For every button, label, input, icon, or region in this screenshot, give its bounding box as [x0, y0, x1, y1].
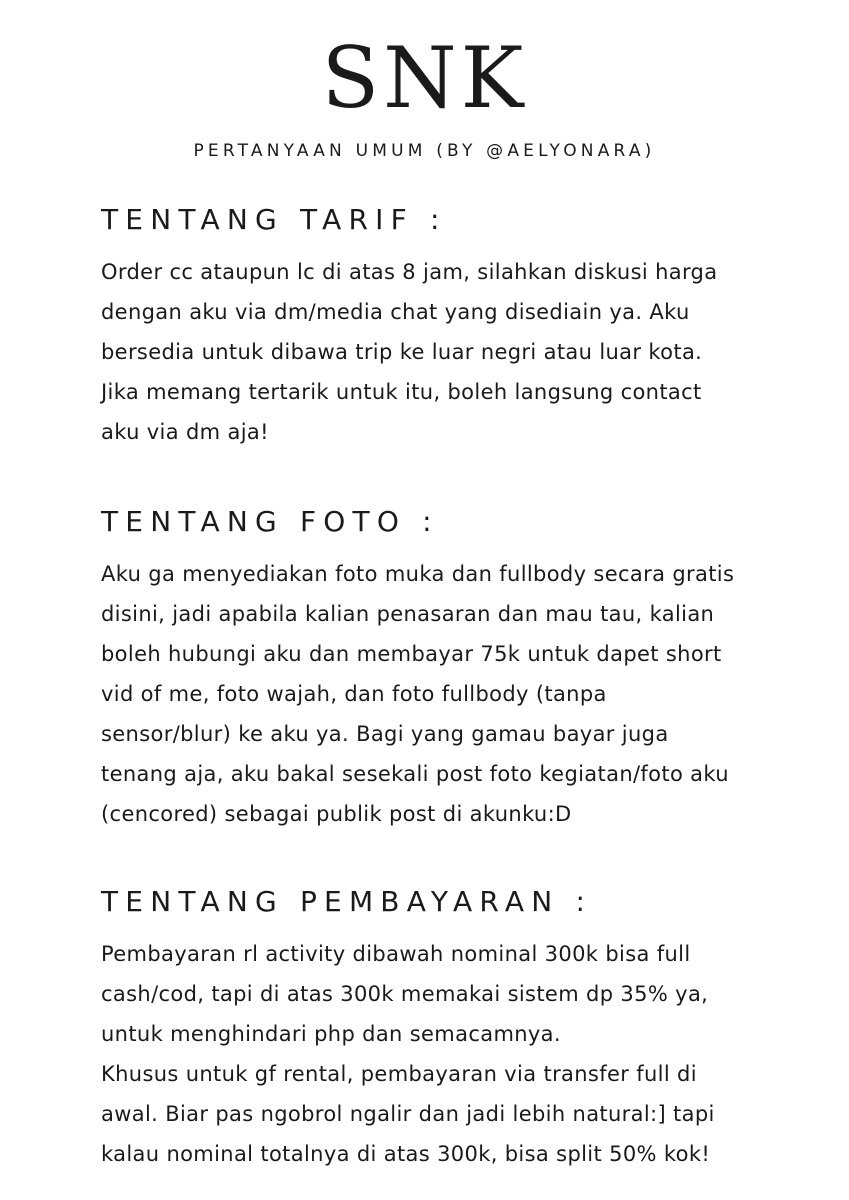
body-line: awal. Biar pas ngobrol ngalir dan jadi lebih natural:] tapi — [101, 1102, 715, 1126]
section-tarif — [101, 202, 801, 452]
body-line: Order cc ataupun lc di atas 8 jam, silahkan diskusi harga — [101, 260, 718, 284]
body-line: (cencored) sebagai publik post di akunku:D — [101, 802, 572, 826]
body-line: Jika memang tertarik untuk itu, boleh langsung contact — [101, 380, 702, 404]
section-heading: TENTANG PEMBAYARAN : — [101, 885, 593, 918]
body-line: sensor/blur) ke aku ya. Bagi yang gamau bayar juga — [101, 722, 669, 746]
section-body — [101, 252, 801, 452]
body-line: bersedia untuk dibawa trip ke luar negri atau luar kota. — [101, 340, 703, 364]
section-body — [101, 554, 801, 834]
section-body — [101, 934, 801, 1174]
section-pembayaran — [101, 884, 801, 1174]
body-line: Aku ga menyediakan foto muka dan fullbody secara gratis — [101, 562, 735, 586]
body-line: cash/cod, tapi di atas 300k memakai sistem dp 35% ya, — [101, 982, 709, 1006]
body-line: kalau nominal totalnya di atas 300k, bisa split 50% kok! — [101, 1142, 711, 1166]
body-line: vid of me, foto wajah, dan foto fullbody (tanpa — [101, 682, 607, 706]
body-line: disini, jadi apabila kalian penasaran dan mau tau, kalian — [101, 602, 715, 626]
body-line: Pembayaran rl activity dibawah nominal 300k bisa full — [101, 942, 691, 966]
section-heading: TENTANG TARIF : — [101, 203, 447, 236]
body-line: aku via dm aja! — [101, 420, 269, 444]
document-title: SNK — [321, 29, 528, 127]
body-line: boleh hubungi aku dan membayar 75k untuk dapet short — [101, 642, 722, 666]
body-line: dengan aku via dm/media chat yang disediain ya. Aku — [101, 300, 690, 324]
section-foto — [101, 504, 801, 834]
document-subtitle: PERTANYAAN UMUM (BY @AELYONARA) — [193, 141, 656, 161]
body-line: untuk menghindari php dan semacamnya. — [101, 1022, 561, 1046]
body-line: Khusus untuk gf rental, pembayaran via transfer full di — [101, 1062, 697, 1086]
body-line: tenang aja, aku bakal sesekali post foto kegiatan/foto aku — [101, 762, 729, 786]
section-heading: TENTANG FOTO : — [101, 505, 439, 538]
